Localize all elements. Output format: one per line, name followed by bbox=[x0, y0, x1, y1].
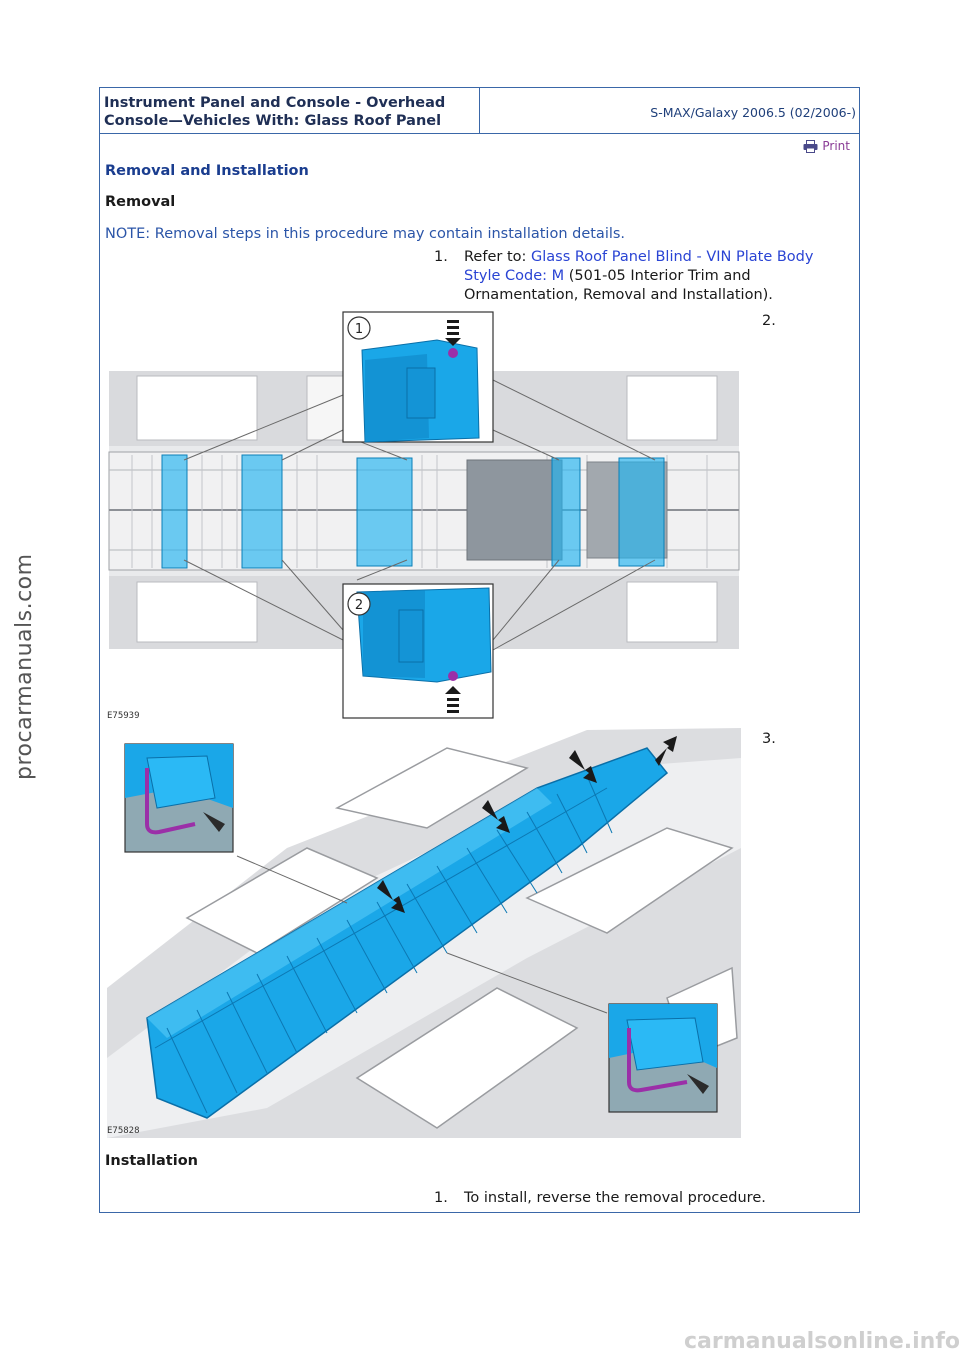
removal-note: NOTE: Removal steps in this procedure may contain installation details. bbox=[105, 226, 626, 242]
bottom-watermark: carmanualsonline.info bbox=[684, 1329, 960, 1354]
console-removal-illustration bbox=[107, 728, 741, 1138]
procedure-link-line1[interactable]: Glass Roof Panel Blind - VIN Plate Body bbox=[531, 249, 814, 265]
side-watermark: procarmanuals.com bbox=[12, 553, 37, 780]
removal-step-2 bbox=[762, 312, 776, 331]
print-button[interactable] bbox=[803, 139, 850, 153]
step-number: 1. bbox=[434, 1190, 448, 1206]
title-line-1: Instrument Panel and Console - Overhead bbox=[104, 95, 446, 111]
step-number: 3. bbox=[762, 731, 776, 747]
section-title: Removal and Installation bbox=[105, 163, 309, 179]
step-text: To install, reverse the removal procedure. bbox=[464, 1190, 766, 1206]
step-number: 1. bbox=[434, 249, 448, 265]
refer-suffix-1: (501-05 Interior Trim and bbox=[564, 268, 751, 284]
printer-icon bbox=[803, 140, 818, 153]
refer-suffix-2: Ornamentation, Removal and Installation). bbox=[464, 287, 773, 303]
document-frame bbox=[99, 87, 860, 1213]
header-divider bbox=[479, 88, 480, 133]
removal-heading: Removal bbox=[105, 194, 176, 210]
figure-label: E75939 bbox=[107, 711, 140, 721]
step-text bbox=[464, 248, 856, 305]
callout-1: 1 bbox=[354, 322, 364, 337]
callout-2: 2 bbox=[354, 598, 364, 613]
procedure-link-line2[interactable]: Style Code: M bbox=[464, 268, 565, 284]
removal-step-3 bbox=[762, 730, 776, 749]
console-overview-illustration bbox=[107, 310, 741, 722]
figure-label: E75828 bbox=[107, 1126, 140, 1136]
title-line-2: Console—Vehicles With: Glass Roof Panel bbox=[104, 113, 442, 129]
page-title bbox=[104, 94, 476, 130]
figure-console-removal bbox=[107, 728, 741, 1138]
installation-heading: Installation bbox=[105, 1153, 198, 1169]
figure-console-overview bbox=[107, 310, 741, 722]
step-number: 2. bbox=[762, 313, 776, 329]
removal-step-1 bbox=[434, 248, 854, 308]
model-label: S-MAX/Galaxy 2006.5 (02/2006-) bbox=[650, 105, 856, 120]
refer-prefix: Refer to: bbox=[464, 249, 531, 265]
header bbox=[100, 88, 859, 134]
print-label: Print bbox=[822, 139, 850, 153]
